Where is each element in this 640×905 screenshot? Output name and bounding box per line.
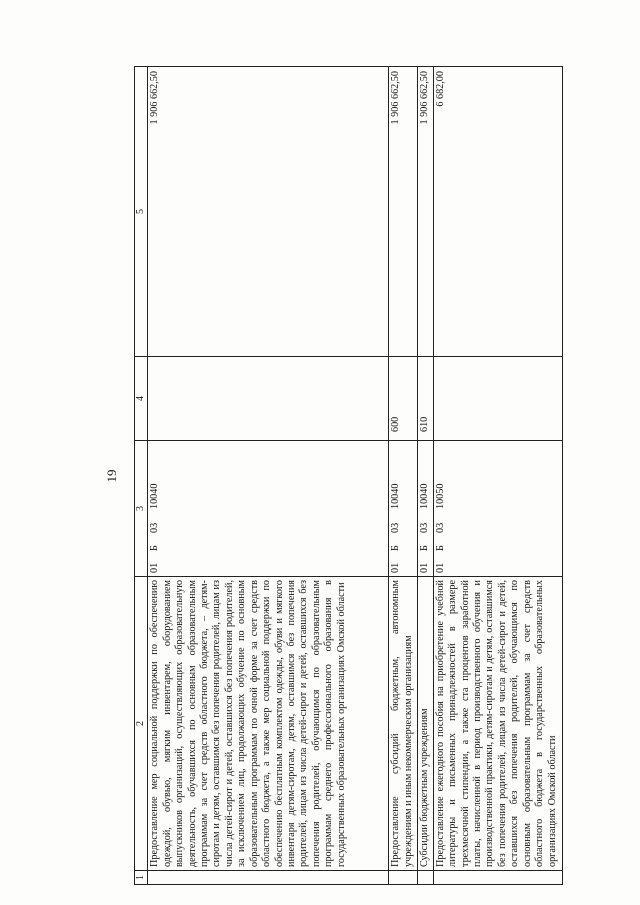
code-program: 01 xyxy=(149,562,161,573)
row-number-cell xyxy=(418,871,433,885)
row-number-cell xyxy=(389,871,418,885)
code-event: 03 xyxy=(390,522,402,533)
table-row xyxy=(148,67,389,885)
row-sum-cell: 1 906 662,50 xyxy=(148,67,389,357)
budget-table xyxy=(134,66,563,885)
row-sum-cell: 1 906 662,50 xyxy=(418,67,433,357)
row-number-cell xyxy=(148,871,389,885)
header-col-1: 1 xyxy=(135,871,148,885)
row-sum-cell: 1 906 662,50 xyxy=(389,67,418,357)
code-program: 01 xyxy=(434,562,446,573)
row-code-cell xyxy=(418,441,433,577)
row-expense-type-cell xyxy=(433,357,562,441)
code-event: 03 xyxy=(419,522,431,533)
row-name-cell: Субсидии бюджетным учреждениям xyxy=(418,577,433,871)
code-direction: 10040 xyxy=(390,483,402,509)
header-col-3: 3 xyxy=(135,441,148,577)
code-direction: 10040 xyxy=(149,483,161,509)
row-expense-type-cell xyxy=(148,357,389,441)
header-col-5: 5 xyxy=(135,67,148,357)
row-expense-type-cell: 610 xyxy=(418,357,433,441)
row-number-cell xyxy=(433,871,562,885)
table-header-row xyxy=(135,67,148,885)
code-event: 03 xyxy=(149,522,161,533)
table-row xyxy=(433,67,562,885)
row-code-cell xyxy=(433,441,562,577)
header-col-4: 4 xyxy=(135,357,148,441)
code-subprogram: Б xyxy=(390,545,402,551)
table-row xyxy=(418,67,433,885)
row-name-cell: Предоставление субсидий бюджетным, автономным учреждениям и иным некоммерческим организациям xyxy=(389,577,418,871)
table-row xyxy=(389,67,418,885)
rotated-page xyxy=(100,67,558,885)
row-code-cell xyxy=(148,441,389,577)
row-sum-cell: 6 682,00 xyxy=(433,67,562,357)
code-program: 01 xyxy=(390,562,402,573)
header-col-2: 2 xyxy=(135,577,148,871)
code-direction: 10050 xyxy=(434,483,446,509)
row-expense-type-cell: 600 xyxy=(389,357,418,441)
row-code-cell xyxy=(389,441,418,577)
code-program: 01 xyxy=(419,562,431,573)
row-name-cell: Предоставление мер социальной поддержки по обеспечению одеждой, обувью, мягким инвентарем, оборудованием выпускников организаций, осуществляющих образовательную деятельность, обучавшихся по основным образовательным программам за счет средств областного бюджета, – детям-сиротам и детям, оставшимся без попечения родителей, лицам из числа детей-сирот и детей, оставшихся без попечения родителей, за исключением лиц, продолжающих обучение по основным образовательным программам по очной форме за счет средств областного бюджета, а также мер социальной поддержки по обеспечению бесплатным комплектом одежды, обуви и мягкого инвентаря детям-сиротам, детям, оставшимся без попечения родителей, лицам из числа детей-сирот и детей, оставшихся без попечения родителей, обучающимся по образовательным программам среднего профессионального образования в государственных образовательных организациях Омской области xyxy=(148,577,389,871)
code-subprogram: Б xyxy=(149,545,161,551)
row-name-cell: Предоставление ежегодного пособия на приобретение учебной литературы и письменных принадлежностей в размере трехмесячной стипендии, а также ста процентов заработной платы, начисленной в период производственного обучения и производственной практики, детям-сиротам и детям, оставшимся без попечения родителей, лицам из числа детей-сирот и детей, оставшихся без попечения родителей, обучающимся по основным образовательным программам за счет средств областного бюджета в государственных образовательных организациях Омской области xyxy=(433,577,562,871)
code-event: 03 xyxy=(434,522,446,533)
page-number: 19 xyxy=(104,469,119,483)
code-direction: 10040 xyxy=(419,483,431,509)
code-subprogram: Б xyxy=(419,545,431,551)
code-subprogram: Б xyxy=(434,545,446,551)
